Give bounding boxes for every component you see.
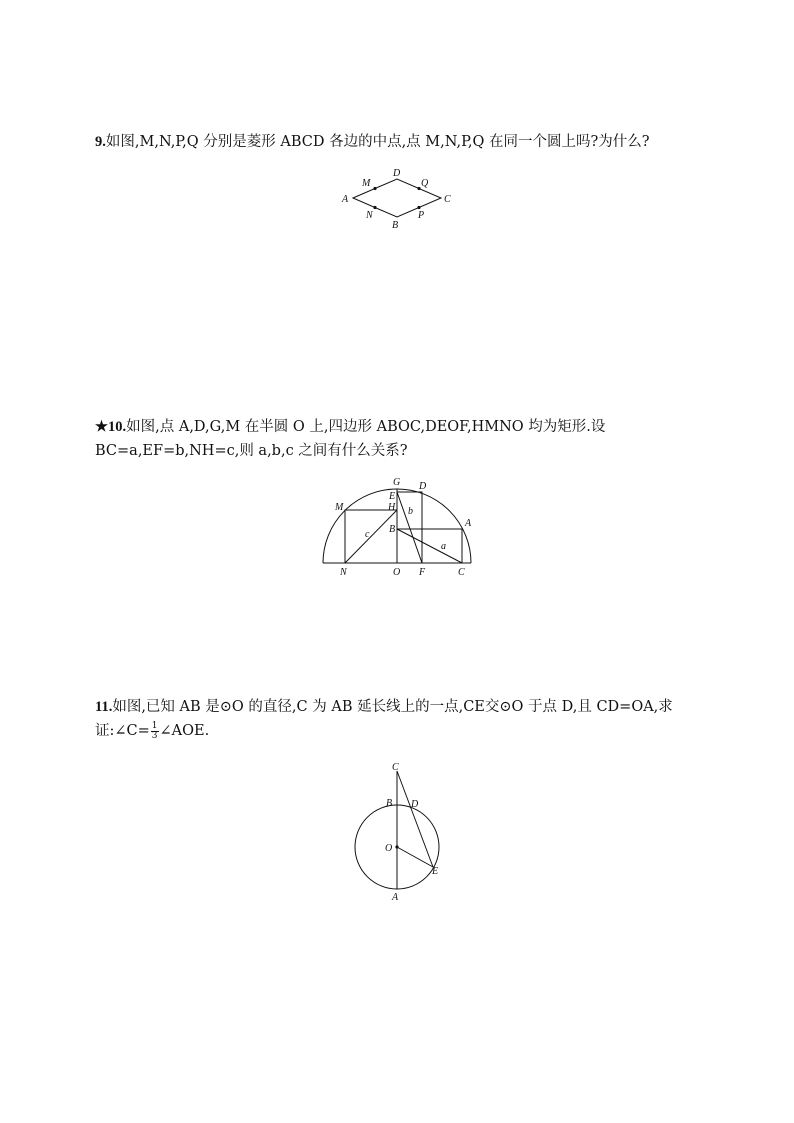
label-C: C <box>392 762 399 773</box>
label-Q: Q <box>421 178 429 189</box>
question-9 <box>95 130 650 154</box>
label-B: B <box>389 524 396 535</box>
label-P: P <box>418 210 425 221</box>
fraction-one-third: $\frac{1}{3}$ <box>151 720 158 741</box>
label-D: D <box>393 168 401 179</box>
label-D: D <box>419 481 427 492</box>
question-line-1: 如图,点 A,D,G,M 在半圆 O 上,四边形 ABOC,DEOF,HMNO 均为矩形.设 <box>126 419 606 435</box>
question-line-2: BC=a,EF=b,NH=c,则 a,b,c 之间有什么关系? <box>95 443 408 459</box>
label-M: M <box>335 502 344 513</box>
rhombus-figure <box>335 165 460 235</box>
question-line-2-post: ∠AOE. <box>159 723 210 739</box>
label-b: b <box>408 506 413 517</box>
label-C: C <box>444 194 451 205</box>
label-c: c <box>365 529 370 540</box>
question-text: 如图,M,N,P,Q 分别是菱形 ABCD 各边的中点,点 M,N,P,Q 在同一个圆上吗?为什么? <box>105 134 650 150</box>
label-a: a <box>441 541 446 552</box>
question-line-1: 如图,已知 AB 是⊙O 的直径,C 为 AB 延长线上的一点,CE交⊙O 于点 D,且 CD=OA,求 <box>112 699 673 715</box>
label-B: B <box>392 220 399 231</box>
label-M: M <box>362 178 371 189</box>
label-A: A <box>342 194 349 205</box>
question-11 <box>95 695 673 743</box>
semicircle-figure <box>315 475 480 580</box>
label-E: E <box>389 491 396 502</box>
question-number: ★10. <box>95 419 127 435</box>
label-O: O <box>385 843 393 854</box>
label-F: F <box>419 567 426 578</box>
label-N: N <box>340 567 347 578</box>
question-number: 9. <box>95 134 106 150</box>
label-G: G <box>393 477 401 488</box>
label-O: O <box>393 567 401 578</box>
label-E: E <box>432 866 439 877</box>
label-A: A <box>392 892 399 903</box>
label-A: A <box>465 518 472 529</box>
label-H: H <box>388 502 396 513</box>
label-C: C <box>458 567 465 578</box>
label-N: N <box>366 210 373 221</box>
label-B: B <box>386 798 393 809</box>
question-10 <box>95 415 605 463</box>
question-number: 11. <box>95 699 113 715</box>
circle-figure <box>345 758 455 903</box>
question-line-2-pre: 证:∠C= <box>95 723 150 739</box>
label-D: D <box>411 799 419 810</box>
